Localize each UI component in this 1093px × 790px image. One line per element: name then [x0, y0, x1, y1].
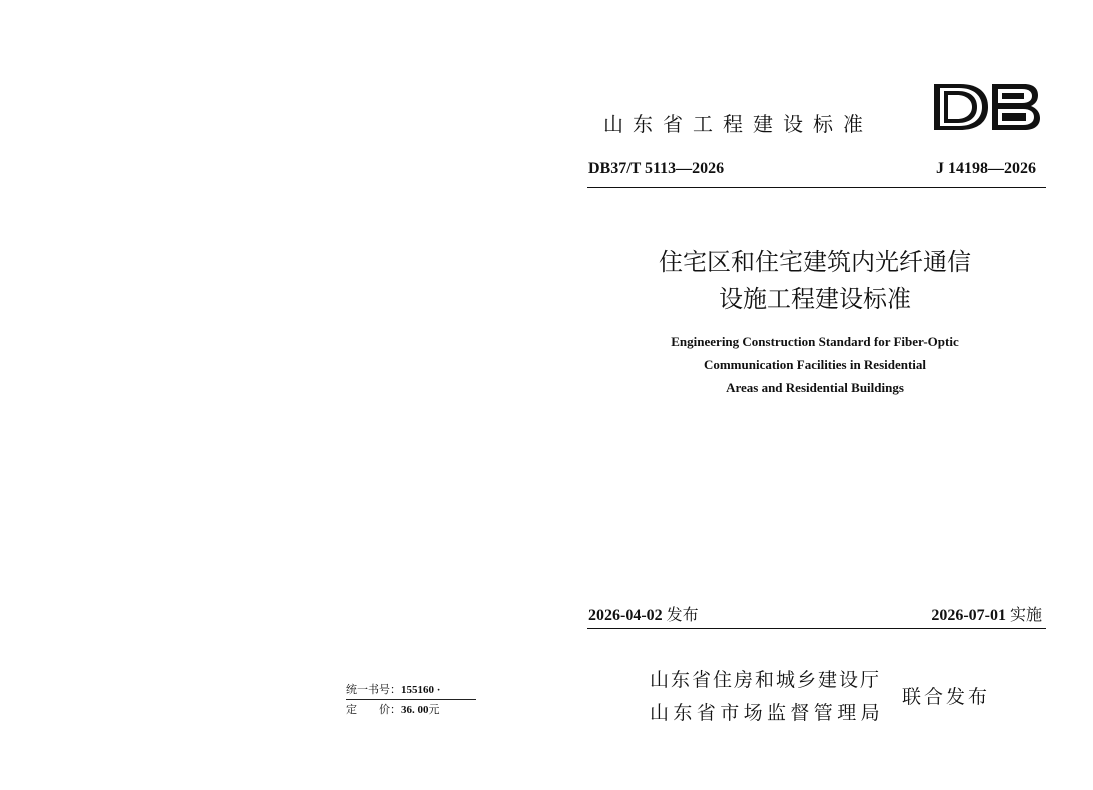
- title-en-line1: Engineering Construction Standard for Fiber-Optic: [671, 334, 959, 349]
- price-unit: 元: [428, 703, 440, 716]
- title-en-line2: Communication Facilities in Residential: [703, 357, 927, 372]
- price-label: 定 价：: [346, 703, 401, 716]
- isbn-value: 155160 ·: [401, 684, 441, 696]
- date-rule: [587, 628, 1046, 629]
- isbn-row: [346, 682, 476, 698]
- price-row: [346, 702, 476, 718]
- book-info-divider: [346, 699, 476, 700]
- record-number: J 14198—2026: [936, 160, 1036, 177]
- title-cn-line1: 住宅区和住宅建筑内光纤通信: [659, 248, 971, 276]
- effective-date-line: [860, 602, 1042, 625]
- title-chinese: [600, 244, 1030, 318]
- publisher-2: 山东省市场监督管理局: [650, 702, 885, 724]
- header-rule: [587, 187, 1046, 188]
- joint-release-label: 联合发布: [902, 686, 991, 708]
- publisher-1: 山东省住房和城乡建设厅: [650, 669, 882, 691]
- title-cn-line2: 设施工程建设标准: [719, 285, 911, 313]
- db-logo: [930, 82, 1042, 132]
- title-english: [600, 330, 1030, 399]
- effective-date: 2026-07-01: [931, 607, 1006, 624]
- standard-number: DB37/T 5113—2026: [588, 160, 725, 177]
- price-value: 36. 00: [401, 704, 429, 716]
- effective-label: 实施: [1009, 605, 1042, 624]
- issue-date: 2026-04-02: [588, 607, 663, 624]
- title-en-line3: Areas and Residential Buildings: [726, 380, 904, 395]
- issue-label: 发布: [666, 605, 699, 624]
- series-title: 山东省工程建设标准: [603, 112, 873, 136]
- book-info: [346, 682, 476, 718]
- isbn-label: 统一书号：: [346, 683, 401, 696]
- issue-date-line: [588, 602, 699, 625]
